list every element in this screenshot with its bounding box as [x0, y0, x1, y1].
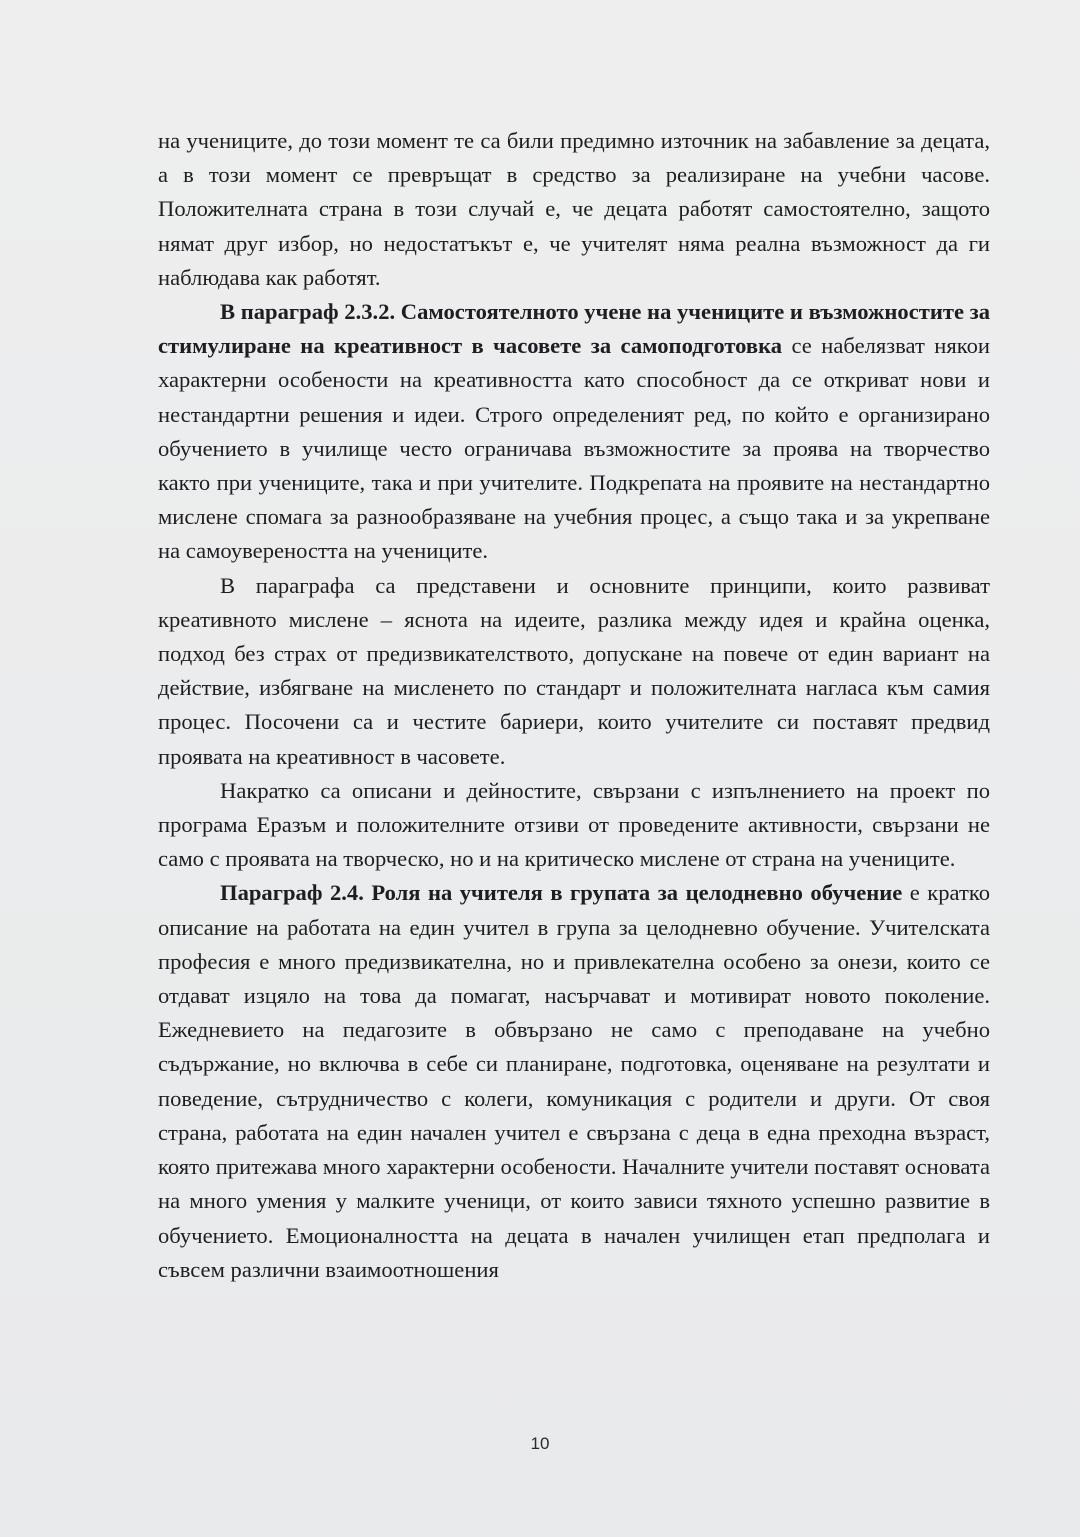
section-heading: В параграф 2.3.2. Самостоятелното учене на учениците и възможностите за стимулиране на креативност в часовете за самоподготовка [158, 299, 990, 359]
paragraph-erasmus [158, 774, 990, 877]
paragraph-principles [158, 569, 990, 774]
paragraph-text: е кратко описание на работата на един учител в група за целодневно обучение. Учителската професия е много предизвикателна, но и привлекателна особено за онези, които се отдават изцяло на това да помагат, насърчават и мотивират новото поколение. Ежедневието на педагозите в обвързано не само с преподаване на учебно съдържание, но включва в себе си планиране, подготовка, оценяване на резултати и поведение, сътрудничество с колеги, комуникация с родители и други. От своя страна, работата на един начален учител е свързана с деца в една преходна възраст, която притежава много характерни особености. Началните учители поставят основата на много умения у малките ученици, от които зависи тяхното успешно развитие в обучението. Емоционалността на децата в начален училищен етап предполага и съвсем различни взаимоотношения [158, 880, 990, 1282]
paragraph-text: В параграфа са представени и основните принципи, които развиват креативното мислене – яснота на идеите, разлика между идея и крайна оценка, подход без страх от предизвикателството, допускане на повече от един вариант на действие, избягване на мисленето по стандарт и положителната нагласа към самия процес. Посочени са и честите бариери, които учителите си поставят предвид проявата на креативност в часовете. [158, 572, 990, 769]
paragraph-section-2-4 [158, 876, 990, 1286]
body-text [158, 124, 990, 1287]
page-number: 10 [530, 1434, 550, 1453]
paragraph-text: се набелязват някои характерни особености на креативността като способност да се откриват нови и нестандартни решения и идеи. Строго определеният ред, по който е организирано обучението в училище често ограничава възможностите за проява на творчество както при учениците, така и при учителите. Подкрепата на проявите на нестандартно мислене спомага за разнообразяване на учебния процес, а също така и за укрепване на самоувереността на учениците. [158, 333, 990, 564]
paragraph-text: Накратко са описани и дейностите, свързани с изпълнението на проект по програма Еразъм и положителните отзиви от проведените активности, свързани не само с проявата на творческо, но и на критическо мислене от страна на учениците. [158, 777, 990, 872]
section-heading: Параграф 2.4. Роля на учителя в групата за целодневно обучение [220, 880, 903, 906]
paragraph-continuation [158, 124, 990, 295]
paragraph-section-2-3-2 [158, 295, 990, 569]
paragraph-text: на учениците, до този момент те са били предимно източник на забавление за децата, а в този момент се превръщат в средство за реализиране на учебни часове. Положителната страна в този случай е, че децата работят самостоятелно, защото нямат друг избор, но недостатъкът е, че учителят няма реална възможност да ги наблюдава как работят. [158, 128, 990, 290]
